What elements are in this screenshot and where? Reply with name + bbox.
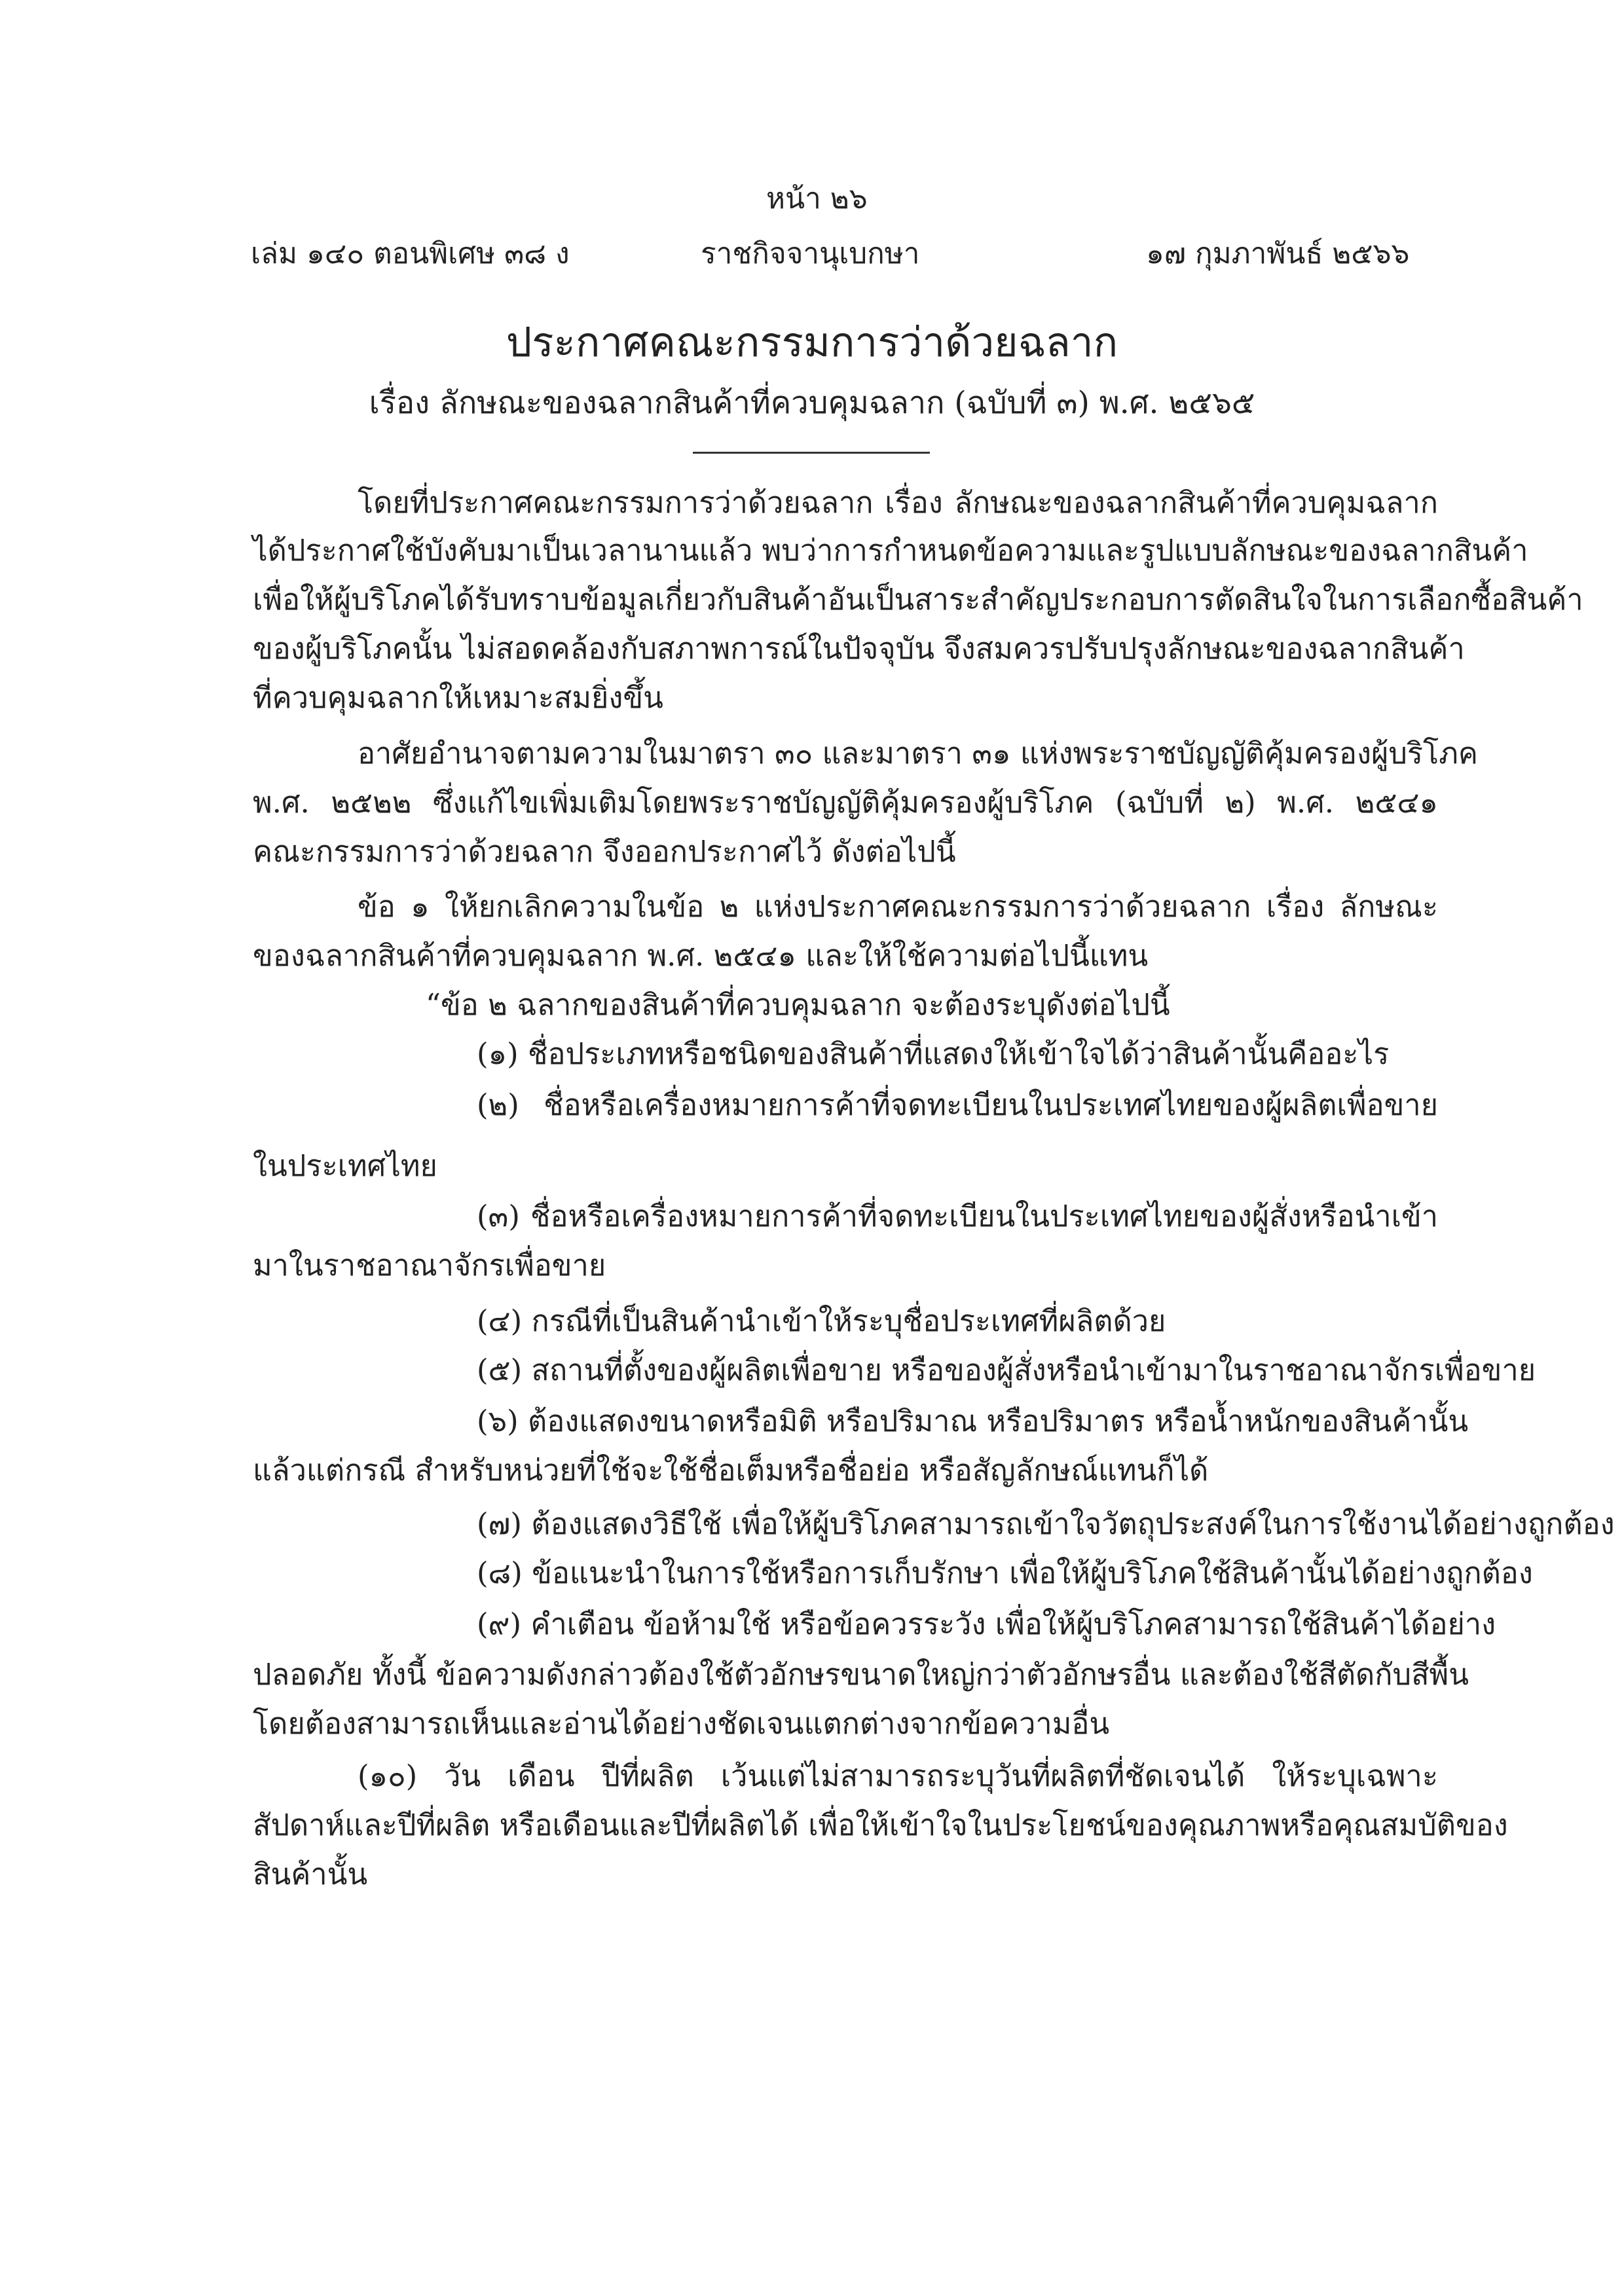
body-line: ที่ควบคุมฉลากให้เหมาะสมยิ่งขึ้น (253, 680, 663, 715)
publication-name: ราชกิจจานุเบกษา (701, 237, 920, 270)
item-8: (๘) ข้อแนะนำในการใช้หรือการเก็บรักษา เพื่อให้ผู้บริโภคใช้สินค้านั้นได้อย่างถูกต้อง (477, 1556, 1533, 1590)
body-line: ได้ประกาศใช้บังคับมาเป็นเวลานานแล้ว พบว่าการกำหนดข้อความและรูปแบบลักษณะของฉลากสินค้า (253, 533, 1528, 568)
announcement-subject: เรื่อง ลักษณะของฉลากสินค้าที่ควบคุมฉลาก (ฉบับที่ ๓) พ.ศ. ๒๕๖๕ (369, 385, 1255, 421)
item-7: (๗) ต้องแสดงวิธีใช้ เพื่อให้ผู้บริโภคสามารถเข้าใจวัตถุประสงค์ในการใช้งานได้อย่างถูกต้อง (477, 1506, 1615, 1541)
body-line: เพื่อให้ผู้บริโภคได้รับทราบข้อมูลเกี่ยวกับสินค้าอันเป็นสาระสำคัญประกอบการตัดสินใจในการเลือกซื้อสินค้า (253, 582, 1583, 617)
body-line: โดยต้องสามารถเห็นและอ่านได้อย่างชัดเจนแตกต่างจากข้อความอื่น (253, 1706, 1110, 1741)
item-1: (๑) ชื่อประเภทหรือชนิดของสินค้าที่แสดงให้เข้าใจได้ว่าสินค้านั้นคืออะไร (477, 1036, 1390, 1071)
body-line: พ.ศ. ๒๕๒๒ ซึ่งแก้ไขเพิ่มเติมโดยพระราชบัญญัติคุ้มครองผู้บริโภค (ฉบับที่ ๒) พ.ศ. ๒๕๔๑ (253, 785, 1438, 820)
item-2: (๒) ชื่อหรือเครื่องหมายการค้าที่จดทะเบียนในประเทศไทยของผู้ผลิตเพื่อขาย (477, 1087, 1438, 1122)
body-line: โดยที่ประกาศคณะกรรมการว่าด้วยฉลาก เรื่อง ลักษณะของฉลากสินค้าที่ควบคุมฉลาก (358, 485, 1438, 520)
item-9: (๙) คำเตือน ข้อห้ามใช้ หรือข้อควรระวัง เพื่อให้ผู้บริโภคสามารถใช้สินค้าได้อย่าง (477, 1607, 1496, 1641)
body-line: ในประเทศไทย (253, 1148, 437, 1183)
item-6: (๖) ต้องแสดงขนาดหรือมิติ หรือปริมาณ หรือปริมาตร หรือน้ำหนักของสินค้านั้น (477, 1404, 1469, 1438)
body-line: คณะกรรมการว่าด้วยฉลาก จึงออกประกาศไว้ ดังต่อไปนี้ (253, 834, 956, 869)
announcement-title: ประกาศคณะกรรมการว่าด้วยฉลาก (506, 318, 1118, 366)
body-line: แล้วแต่กรณี สำหรับหน่วยที่ใช้จะใช้ชื่อเต็มหรือชื่อย่อ หรือสัญลักษณ์แทนก็ได้ (253, 1453, 1209, 1487)
body-line: สัปดาห์และปีที่ผลิต หรือเดือนและปีที่ผลิตได้ เพื่อให้เข้าใจในประโยชน์ของคุณภาพหรือคุณสมบัติของ (253, 1808, 1508, 1842)
clause-1: ข้อ ๑ ให้ยกเลิกความในข้อ ๒ แห่งประกาศคณะกรรมการว่าด้วยฉลาก เรื่อง ลักษณะ (358, 889, 1438, 924)
page-number: หน้า ๒๖ (766, 182, 868, 215)
body-line: อาศัยอำนาจตามความในมาตรา ๓๐ และมาตรา ๓๑ แห่งพระราชบัญญัติคุ้มครองผู้บริโภค (358, 736, 1478, 771)
item-5: (๕) สถานที่ตั้งของผู้ผลิตเพื่อขาย หรือของผู้สั่งหรือนำเข้ามาในราชอาณาจักรเพื่อขาย (477, 1353, 1536, 1387)
body-line: มาในราชอาณาจักรเพื่อขาย (253, 1248, 606, 1283)
body-line: ของผู้บริโภคนั้น ไม่สอดคล้องกับสภาพการณ์ในปัจจุบัน จึงสมควรปรับปรุงลักษณะของฉลากสินค้า (253, 631, 1465, 666)
body-line: ปลอดภัย ทั้งนี้ ข้อความดังกล่าวต้องใช้ตัวอักษรขนาดใหญ่กว่าตัวอักษรอื่น และต้องใช้สีตัดกับสีพื้น (253, 1657, 1469, 1692)
volume-issue: เล่ม ๑๔๐ ตอนพิเศษ ๓๘ ง (251, 237, 570, 270)
item-3: (๓) ชื่อหรือเครื่องหมายการค้าที่จดทะเบียนในประเทศไทยของผู้สั่งหรือนำเข้า (477, 1199, 1438, 1233)
item-4: (๔) กรณีที่เป็นสินค้านำเข้าให้ระบุชื่อประเทศที่ผลิตด้วย (477, 1303, 1166, 1338)
clause-2-heading: “ข้อ ๒ ฉลากของสินค้าที่ควบคุมฉลาก จะต้องระบุดังต่อไปนี้ (426, 987, 1170, 1022)
item-10: (๑๐) วัน เดือน ปีที่ผลิต เว้นแต่ไม่สามารถระบุวันที่ผลิตที่ชัดเจนได้ ให้ระบุเฉพาะ (358, 1758, 1438, 1793)
body-line: ของฉลากสินค้าที่ควบคุมฉลาก พ.ศ. ๒๕๔๑ และให้ใช้ความต่อไปนี้แทน (253, 938, 1149, 973)
publication-date: ๑๗ กุมภาพันธ์ ๒๕๖๖ (1146, 237, 1410, 270)
body-line: สินค้านั้น (253, 1857, 368, 1891)
title-divider (693, 452, 930, 454)
